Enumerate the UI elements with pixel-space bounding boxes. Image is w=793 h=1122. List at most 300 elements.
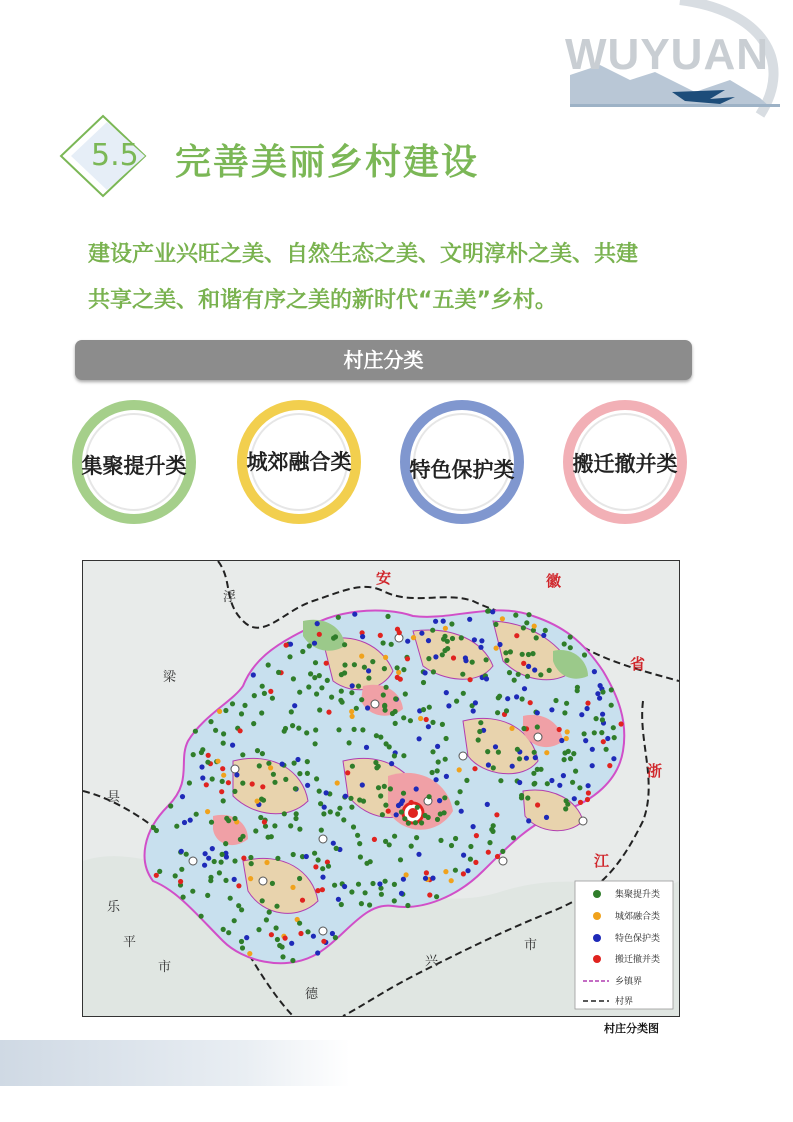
village-dot	[219, 789, 224, 794]
village-dot	[423, 876, 428, 881]
province-label: 江	[594, 852, 610, 870]
village-dot	[472, 766, 477, 771]
village-dot	[535, 724, 540, 729]
village-dot	[258, 815, 263, 820]
village-dot	[397, 630, 402, 635]
village-classification-map	[82, 560, 680, 1017]
county-label: 平	[123, 935, 137, 950]
village-dot	[405, 656, 410, 661]
village-dot	[260, 784, 265, 789]
village-dot	[612, 735, 617, 740]
village-dot	[154, 873, 159, 878]
village-dot	[382, 704, 387, 709]
village-dot	[579, 712, 584, 717]
village-dot	[392, 898, 397, 903]
village-dot	[293, 816, 298, 821]
village-dot	[274, 925, 279, 930]
village-dot	[595, 691, 600, 696]
village-dot	[317, 632, 322, 637]
village-dot	[401, 715, 406, 720]
village-dot	[249, 861, 254, 866]
village-dot	[582, 652, 587, 657]
village-dot	[272, 780, 277, 785]
village-dot	[440, 652, 445, 657]
village-dot	[294, 811, 299, 816]
village-dot	[372, 837, 377, 842]
village-dot	[368, 859, 373, 864]
village-dot	[586, 783, 591, 788]
village-dot	[590, 763, 595, 768]
village-dot	[335, 811, 340, 816]
village-dot	[381, 640, 386, 645]
village-dot	[423, 670, 428, 675]
village-dot	[205, 809, 210, 814]
village-dot	[383, 655, 388, 660]
village-dot	[320, 866, 325, 871]
village-dot	[503, 650, 508, 655]
village-dot	[297, 827, 302, 832]
village-dot	[433, 654, 438, 659]
village-dot	[490, 609, 495, 614]
village-dot	[449, 621, 454, 626]
section-number: 5.5	[91, 138, 139, 173]
village-dot	[280, 944, 285, 949]
village-dot	[262, 691, 267, 696]
village-dot	[411, 635, 416, 640]
village-dot	[217, 709, 222, 714]
village-dot	[468, 677, 473, 682]
village-dot	[266, 662, 271, 667]
village-dot	[223, 878, 228, 883]
village-dot	[234, 772, 239, 777]
village-dot	[352, 727, 357, 732]
village-dot	[379, 892, 384, 897]
village-dot	[300, 649, 305, 654]
village-dot	[312, 641, 317, 646]
village-dot	[479, 638, 484, 643]
village-dot	[619, 721, 624, 726]
village-dot	[484, 676, 489, 681]
village-dot	[571, 751, 576, 756]
village-dot	[305, 759, 310, 764]
village-dot	[460, 672, 465, 677]
village-dot	[597, 696, 602, 701]
category-label: 特色保护类	[409, 458, 515, 482]
village-dot	[409, 800, 414, 805]
village-dot	[607, 763, 612, 768]
village-dot	[297, 876, 302, 881]
village-dot	[342, 670, 347, 675]
village-dot	[565, 729, 570, 734]
village-dot	[239, 711, 244, 716]
village-dot	[609, 687, 614, 692]
village-dot	[393, 721, 398, 726]
village-dot	[477, 729, 482, 734]
village-dot	[223, 708, 228, 713]
village-dot	[178, 879, 183, 884]
village-dot	[535, 767, 540, 772]
village-dot	[378, 793, 383, 798]
village-dot	[179, 867, 184, 872]
village-dot	[442, 648, 447, 653]
village-dot	[332, 883, 337, 888]
village-dot	[392, 834, 397, 839]
village-dot	[570, 780, 575, 785]
village-dot	[461, 853, 466, 858]
legend-swatch	[593, 934, 601, 942]
intro-line-1: 建设产业兴旺之美、自然生态之美、文明淳朴之美、共建	[88, 242, 639, 267]
village-dot	[179, 849, 184, 854]
village-dot	[414, 786, 419, 791]
village-dot	[276, 670, 281, 675]
village-dot	[173, 873, 178, 878]
village-dot	[463, 655, 468, 660]
village-dot	[403, 691, 408, 696]
village-dot	[319, 685, 324, 690]
village-dot	[389, 642, 394, 647]
county-label: 县	[107, 790, 121, 805]
village-dot	[426, 638, 431, 643]
province-label: 省	[630, 655, 646, 673]
village-dot	[577, 785, 582, 790]
village-dot	[408, 718, 413, 723]
village-dot	[267, 910, 272, 915]
village-dot	[430, 749, 435, 754]
village-dot	[292, 761, 297, 766]
village-dot	[471, 708, 476, 713]
village-dot	[435, 768, 440, 773]
village-dot	[484, 657, 489, 662]
village-dot	[357, 841, 362, 846]
village-dot	[268, 765, 273, 770]
section-title: 完善美丽乡村建设	[175, 142, 480, 183]
legend-label: 乡镇界	[615, 977, 643, 987]
village-dot	[200, 775, 205, 780]
village-dot	[360, 634, 365, 639]
village-dot	[535, 802, 540, 807]
village-dot	[241, 856, 246, 861]
village-dot	[449, 843, 454, 848]
village-dot	[244, 935, 249, 940]
village-dot	[494, 812, 499, 817]
village-dot	[392, 753, 397, 758]
village-dot	[465, 868, 470, 873]
village-dot	[260, 684, 265, 689]
village-dot	[434, 777, 439, 782]
village-dot	[511, 835, 516, 840]
village-dot	[600, 712, 605, 717]
village-dot	[417, 736, 422, 741]
village-dot	[438, 838, 443, 843]
village-dot	[535, 710, 540, 715]
village-dot	[352, 662, 357, 667]
village-dot	[393, 709, 398, 714]
legend-label: 城郊融合类	[615, 912, 661, 922]
village-dot	[401, 877, 406, 882]
village-dot	[435, 817, 440, 822]
village-dot	[250, 781, 255, 786]
village-dot	[600, 717, 605, 722]
village-dot	[400, 798, 405, 803]
village-dot	[508, 649, 513, 654]
category-circle-cluster	[72, 400, 196, 524]
village-dot	[238, 728, 243, 733]
village-dot	[532, 750, 537, 755]
village-dot	[414, 835, 419, 840]
village-dot	[187, 780, 192, 785]
village-dot	[486, 850, 491, 855]
village-dot	[297, 690, 302, 695]
village-dot	[401, 791, 406, 796]
village-dot	[320, 875, 325, 880]
village-dot	[365, 705, 370, 710]
village-dot	[268, 689, 273, 694]
village-dot	[305, 929, 310, 934]
village-dot	[585, 701, 590, 706]
village-dot	[430, 720, 435, 725]
village-dot	[519, 795, 524, 800]
village-dot	[382, 666, 387, 671]
village-dot	[269, 932, 274, 937]
village-dot	[380, 812, 385, 817]
village-dot	[424, 717, 429, 722]
village-dot	[316, 857, 321, 862]
village-dot	[514, 633, 519, 638]
village-dot	[232, 918, 237, 923]
village-dot	[528, 700, 533, 705]
village-dot	[256, 927, 261, 932]
village-dot	[312, 675, 317, 680]
village-dot	[386, 809, 391, 814]
village-dot	[478, 645, 483, 650]
village-dot	[288, 642, 293, 647]
village-dot	[559, 738, 564, 743]
village-dot	[199, 914, 204, 919]
village-dot	[345, 770, 350, 775]
village-dot	[240, 945, 245, 950]
village-dot	[405, 903, 410, 908]
village-dot	[343, 794, 348, 799]
village-dot	[257, 763, 262, 768]
village-dot	[464, 778, 469, 783]
village-dot	[240, 752, 245, 757]
village-dot	[157, 869, 162, 874]
legend-label: 特色保护类	[615, 934, 661, 944]
village-dot	[315, 950, 320, 955]
village-dot	[290, 958, 295, 963]
village-dot	[324, 790, 329, 795]
village-dot	[585, 797, 590, 802]
village-dot	[543, 628, 548, 633]
village-dot	[442, 795, 447, 800]
intro-paragraph	[88, 232, 708, 324]
village-dot	[232, 789, 237, 794]
village-dot	[376, 785, 381, 790]
village-dot	[468, 844, 473, 849]
village-dot	[193, 729, 198, 734]
village-dot	[326, 710, 331, 715]
village-dot	[252, 693, 257, 698]
village-dot	[208, 719, 213, 724]
village-dot	[524, 620, 529, 625]
village-dot	[520, 652, 525, 657]
village-dot	[305, 771, 310, 776]
village-dot	[182, 820, 187, 825]
village-dot	[486, 762, 491, 767]
village-dot	[291, 852, 296, 857]
village-dot	[381, 692, 386, 697]
village-dot	[362, 665, 367, 670]
village-dot	[232, 877, 237, 882]
village-dot	[592, 730, 597, 735]
village-dot	[221, 927, 226, 932]
village-dot	[534, 635, 539, 640]
legend-swatch	[593, 890, 601, 898]
village-dot	[398, 857, 403, 862]
village-dot	[325, 678, 330, 683]
county-label: 兴	[425, 954, 439, 969]
village-dot	[458, 789, 463, 794]
village-dot	[360, 782, 365, 787]
village-dot	[453, 868, 458, 873]
village-dot	[378, 633, 383, 638]
village-dot	[547, 668, 552, 673]
village-dot	[419, 631, 424, 636]
village-dot	[389, 761, 394, 766]
village-dot	[221, 731, 226, 736]
village-dot	[350, 714, 355, 719]
village-dot	[562, 710, 567, 715]
village-dot	[377, 881, 382, 886]
village-dot	[424, 870, 429, 875]
village-dot	[336, 727, 341, 732]
village-dot	[493, 622, 498, 627]
village-dot	[366, 676, 371, 681]
village-dot	[289, 709, 294, 714]
category-label: 搬迁撤并类	[572, 452, 678, 476]
village-dot	[315, 888, 320, 893]
village-dot	[313, 864, 318, 869]
village-dot	[521, 625, 526, 630]
village-dot	[512, 678, 517, 683]
village-dot	[315, 621, 320, 626]
village-dot	[248, 876, 253, 881]
village-dot	[199, 764, 204, 769]
village-dot	[206, 753, 211, 758]
village-dot	[336, 897, 341, 902]
village-dot	[395, 665, 400, 670]
map-caption: 村庄分类图	[604, 1022, 659, 1035]
village-dot	[255, 748, 260, 753]
village-dot	[168, 803, 173, 808]
village-dot	[467, 617, 472, 622]
village-dot	[585, 706, 590, 711]
village-dot	[324, 661, 329, 666]
village-dot	[370, 881, 375, 886]
village-dot	[181, 895, 186, 900]
village-dot	[191, 752, 196, 757]
village-dot	[317, 673, 322, 678]
village-dot	[293, 786, 298, 791]
village-dot	[449, 878, 454, 883]
village-dot	[471, 824, 476, 829]
village-dot	[513, 613, 518, 618]
village-dot	[444, 774, 449, 779]
village-dot	[586, 790, 591, 795]
village-dot	[517, 756, 522, 761]
village-dot	[541, 633, 546, 638]
village-dot	[427, 794, 432, 799]
village-dot	[297, 921, 302, 926]
village-dot	[399, 891, 404, 896]
village-dot	[295, 757, 300, 762]
village-dot	[194, 812, 199, 817]
village-dot	[296, 726, 301, 731]
village-dot	[563, 806, 568, 811]
county-label: 乐	[107, 900, 121, 915]
village-dot	[532, 667, 537, 672]
village-dot	[272, 823, 277, 828]
village-dot	[521, 726, 526, 731]
village-dot	[604, 747, 609, 752]
village-dot	[514, 694, 519, 699]
village-dot	[402, 816, 407, 821]
village-dot	[383, 879, 388, 884]
village-dot	[430, 876, 435, 881]
village-dot	[215, 759, 220, 764]
village-dot	[441, 637, 446, 642]
village-dot	[594, 716, 599, 721]
village-dot	[305, 783, 310, 788]
village-dot	[442, 810, 447, 815]
category-bar	[75, 340, 692, 380]
village-dot	[504, 708, 509, 713]
village-dot	[568, 634, 573, 639]
county-label: 浮	[223, 590, 237, 605]
village-dot	[342, 642, 347, 647]
village-dot	[208, 875, 213, 880]
village-dot	[474, 833, 479, 838]
map-legend	[575, 881, 673, 1009]
village-dot	[592, 669, 597, 674]
village-dot	[223, 841, 228, 846]
legend-label: 搬迁撤并类	[615, 955, 661, 965]
village-dot	[226, 780, 231, 785]
village-dot	[549, 778, 554, 783]
village-dot	[349, 690, 354, 695]
village-dot	[522, 686, 527, 691]
village-dot	[255, 799, 260, 804]
village-dot	[212, 859, 217, 864]
village-dot	[509, 726, 514, 731]
village-dot	[405, 639, 410, 644]
village-dot	[321, 939, 326, 944]
village-dot	[282, 811, 287, 816]
village-dot	[247, 951, 252, 956]
village-dot	[404, 872, 409, 877]
village-dot	[290, 723, 295, 728]
village-dot	[202, 863, 207, 868]
village-dot	[290, 885, 295, 890]
village-dot	[374, 765, 379, 770]
village-dot	[564, 736, 569, 741]
village-dot	[496, 695, 501, 700]
village-dot	[289, 941, 294, 946]
village-dot	[188, 818, 193, 823]
village-dot	[220, 766, 225, 771]
village-dot	[444, 736, 449, 741]
village-dot	[394, 812, 399, 817]
